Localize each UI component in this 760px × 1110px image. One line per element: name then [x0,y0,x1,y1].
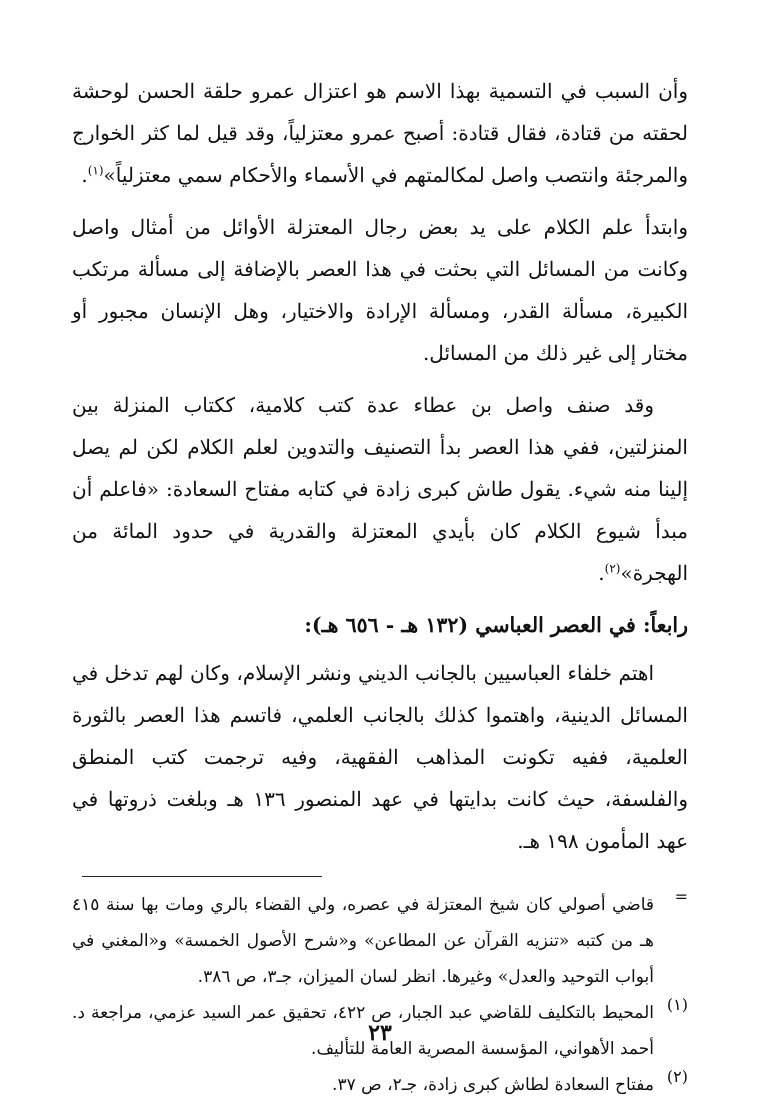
footnote-text: قاضي أصولي كان شيخ المعتزلة في عصره، ولي القضاء بالري ومات بها سنة ٤١٥ هـ من كتبه «تنزيه القرآن عن المطاعن» و«شرح الأصول الخمسة» و«المغني في أبواب التوحيد والعدل» وغيرها. انظر لسان الميزان، جـ٣، ص ٣٨٦. [72,895,654,987]
paragraph-4: اهتم خلفاء العباسيين بالجانب الديني ونشر الإسلام، وكان لهم تدخل في المسائل الدينية، واهتموا كذلك بالجانب العلمي، فاتسم هذا العصر بالثورة العلمية، ففيه تكونت المذاهب الفقهية، وفيه ترجمت كتب المنطق والفلسفة، حيث كانت بدايتها في عهد المنصور ١٣٦ هـ وبلغت ذروتها في عهد المأمون ١٩٨ هـ. [72,661,688,853]
footnotes [72,887,688,1103]
footnote-separator [82,876,322,877]
paragraph-3-text: وقد صنف واصل بن عطاء عدة كتب كلامية، ككتاب المنزلة بين المنزلتين، ففي هذا العصر بدأ التصنيف والتدوين لعلم الكلام لكن لم يصل إلينا منه شيء. يقول طاش كبرى زادة في كتابه مفتاح السعادة: «فاعلم أن مبدأ شيوع الكلام كان بأيدي المعتزلة والقدرية في حدود المائة من الهجرة» [72,393,688,585]
footnote-marker: = [674,887,688,906]
footnote-marker: (٢) [666,1067,688,1086]
footnote-2 [72,1067,688,1103]
footnote-ref-1: (١) [87,163,104,178]
footnote-continued [72,887,688,995]
footnote-ref-2: (٢) [604,561,621,576]
footnote-text: المحيط بالتكليف للقاضي عبد الجبار، ص ٤٢٢، تحقيق عمر السيد عزمي، مراجعة د. أحمد الأهواني، المؤسسة المصرية العامة للتأليف. [72,1003,654,1059]
section-heading: رابعاً: في العصر العباسي (١٣٢ هـ - ٦٥٦ هـ): [304,613,688,637]
paragraph-1-text: وأن السبب في التسمية بهذا الاسم هو اعتزال عمرو حلقة الحسن لوحشة لحقته من قتادة، فقال قتادة: أصبح عمرو معتزلياً، وقد قيل لما كثر الخوارج والمرجئة وانتصب واصل لمكالمتهم في الأسماء والأحكام سمي معتزلياً» [72,79,688,187]
main-text [72,70,688,862]
footnote-marker: (١) [666,995,688,1014]
footnote-text: مفتاح السعادة لطاش كبرى زادة، جـ٢، ص ٣٧. [332,1075,654,1095]
paragraph-1 [72,70,688,196]
paragraph-1-end: . [81,163,88,187]
paragraph-3 [72,384,688,594]
paragraph-2: وابتدأ علم الكلام على يد بعض رجال المعتزلة الأوائل من أمثال واصل وكانت من المسائل التي بحثت في هذا العصر بالإضافة إلى مسألة مرتكب الكبيرة، مسألة القدر، ومسألة الإرادة والاختيار، وهل الإنسان مجبور أو مختار إلى غير ذلك من المسائل. [72,215,688,365]
page-number: ٢٣ [368,1020,392,1046]
paragraph-3-end: . [598,561,605,585]
